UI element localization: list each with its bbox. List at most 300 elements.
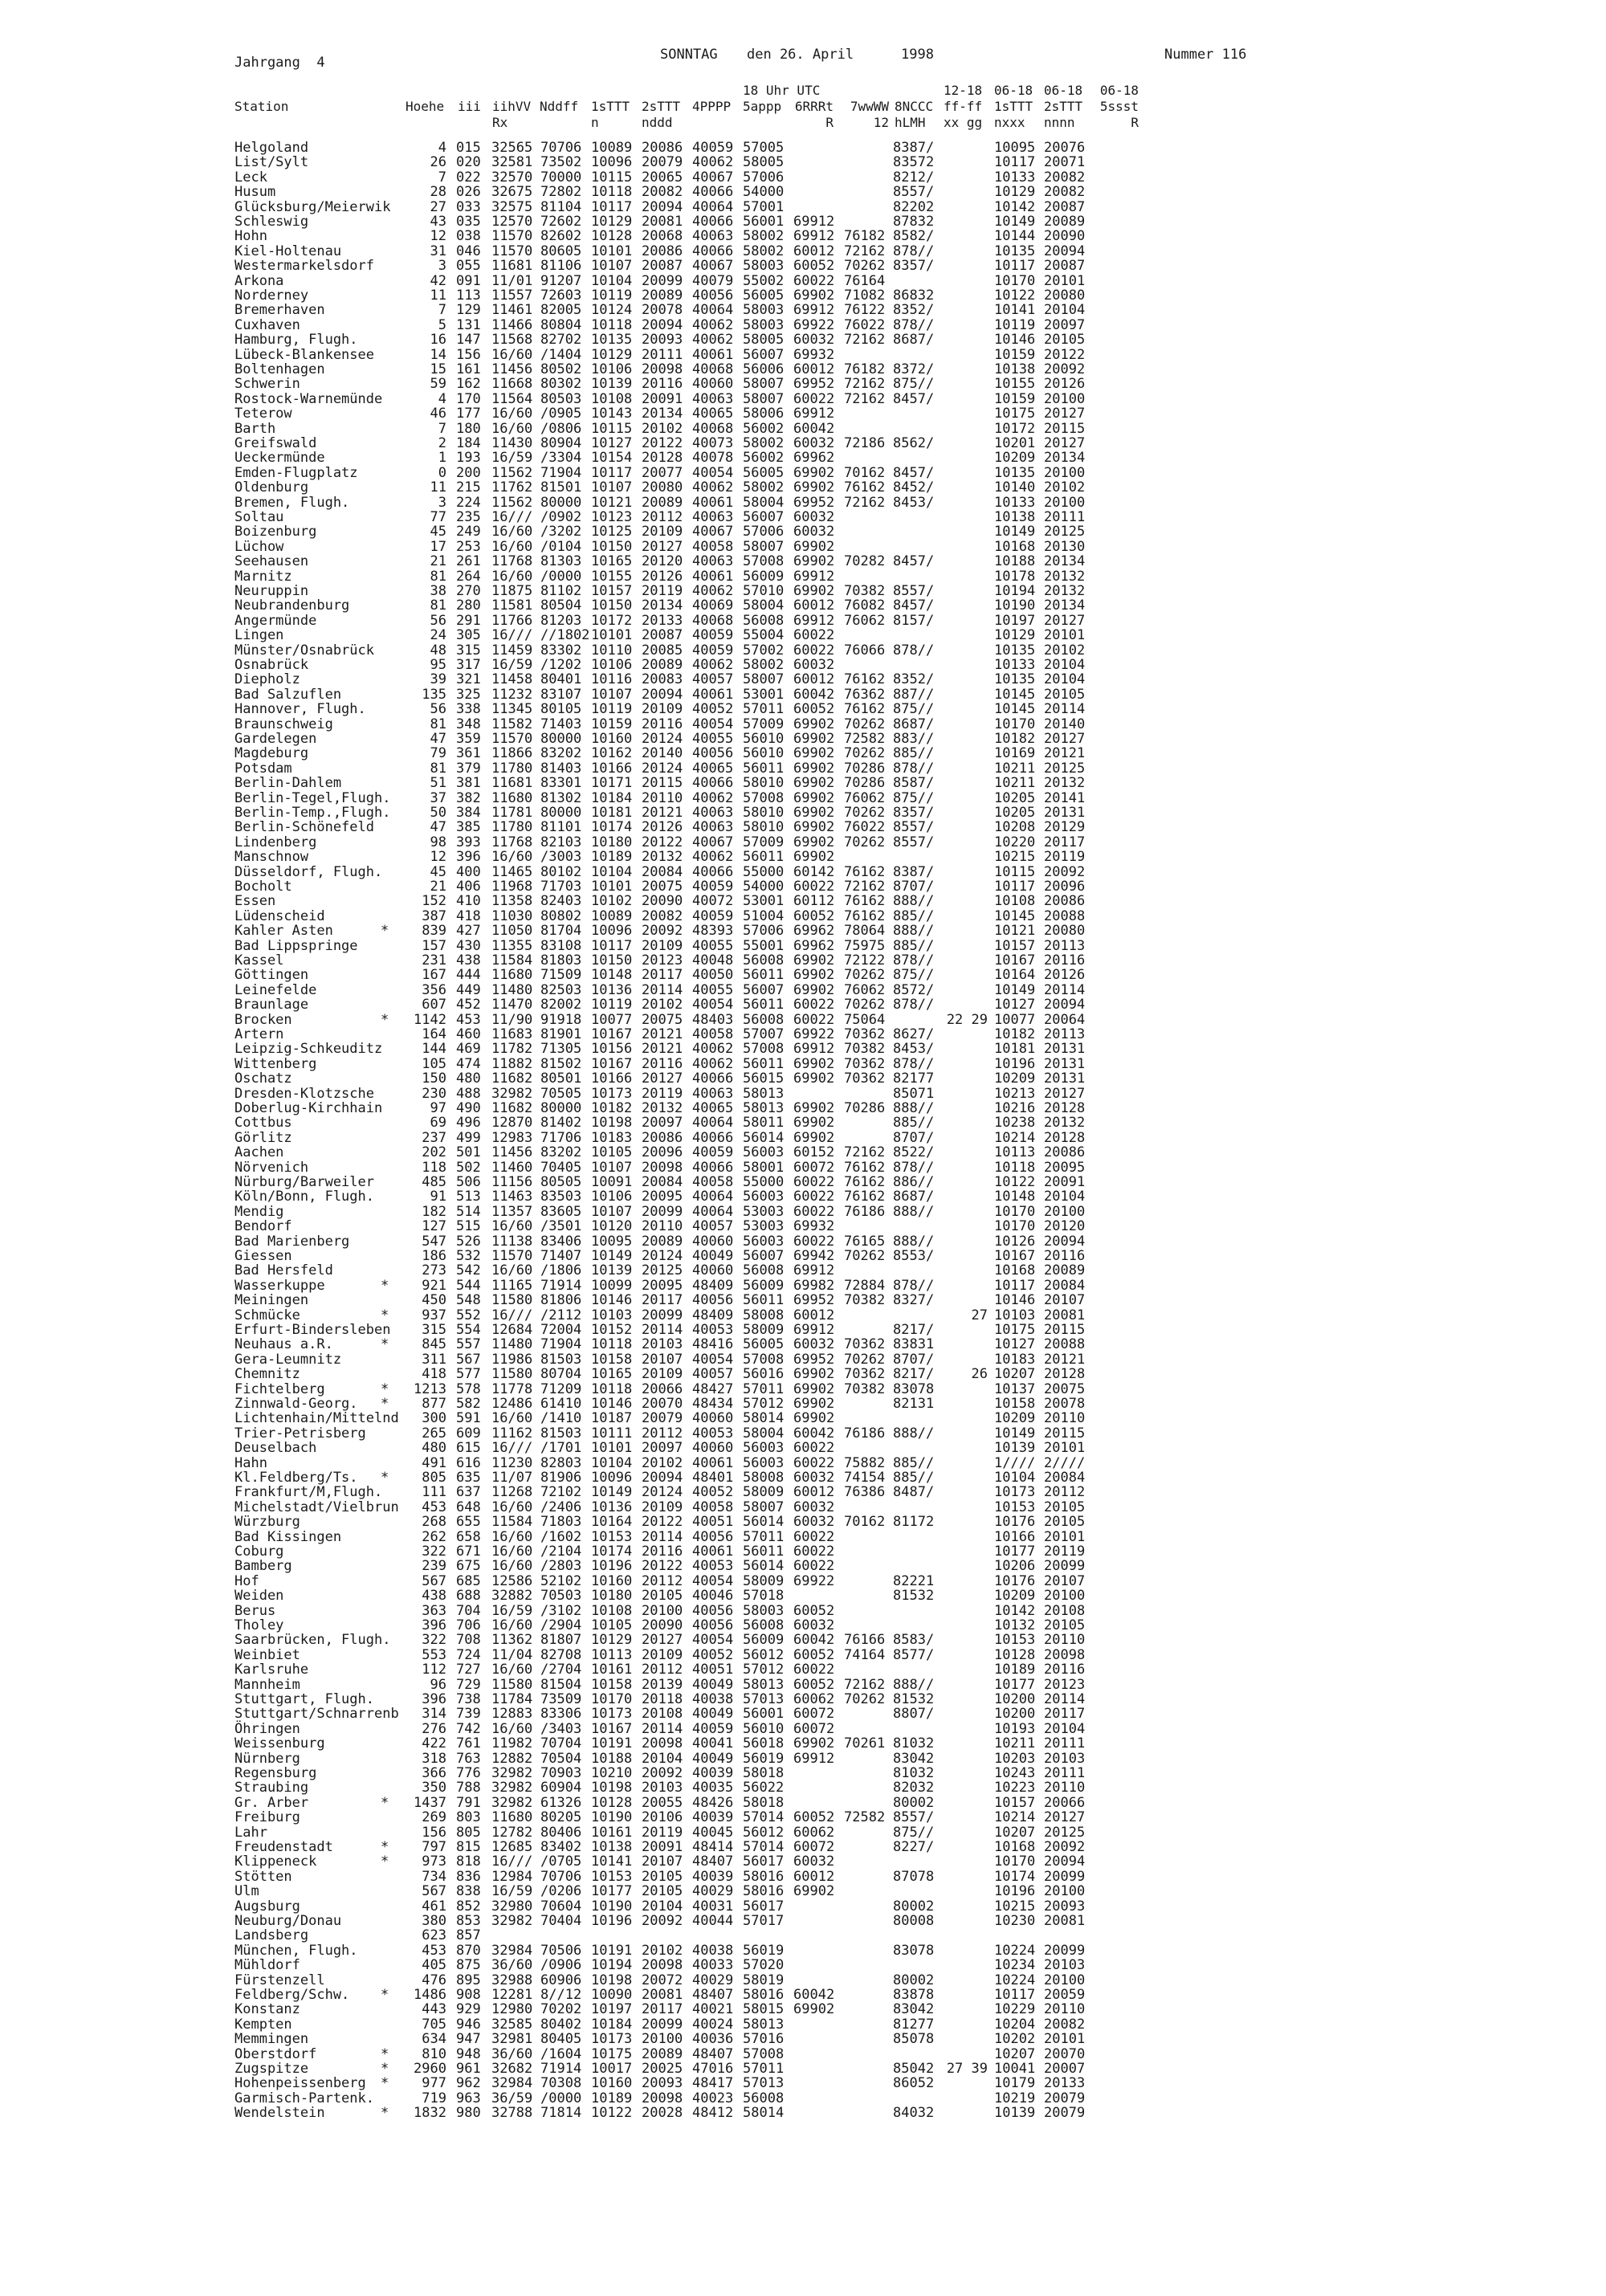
station-height: 607	[422, 997, 446, 1013]
group-nddff: 80504	[540, 597, 582, 614]
group-iihvv: 11362	[491, 1632, 533, 1649]
table-row	[0, 1101, 1606, 1115]
group-nddff: 70405	[540, 1159, 582, 1176]
station-id: 578	[456, 1380, 481, 1397]
table-row	[0, 1854, 1606, 1869]
group-tmax: 10201	[994, 435, 1036, 451]
group-iihvv: 11683	[491, 1026, 533, 1042]
group-nddff: 80000	[540, 731, 582, 747]
table-row	[0, 1618, 1606, 1633]
group-7wwww: 70362	[844, 1055, 886, 1072]
group-1sttt: 10198	[591, 1115, 633, 1132]
group-tmax: 10202	[994, 2031, 1036, 2048]
station-id: 348	[456, 716, 481, 732]
group-7wwww: 76186	[844, 1425, 886, 1442]
table-row	[0, 244, 1606, 259]
table-row	[0, 968, 1606, 982]
station-id: 015	[456, 140, 481, 156]
group-nddff: /0906	[540, 1957, 582, 1974]
table-row	[0, 406, 1606, 421]
group-2sttt: 20123	[642, 952, 683, 969]
station-name: Oldenburg	[234, 479, 309, 496]
group-1sttt: 10153	[591, 1528, 633, 1545]
group-2sttt: 20089	[642, 288, 683, 304]
group-tmax: 10103	[994, 1307, 1036, 1323]
station-id: 875	[456, 1957, 481, 1974]
station-name: Karlsruhe	[234, 1662, 309, 1678]
table-row	[0, 909, 1606, 924]
group-iihvv: 12684	[491, 1322, 533, 1338]
group-ffgg: 22 29	[946, 1011, 988, 1028]
group-tmin: 20088	[1044, 907, 1086, 924]
group-iihvv: 11466	[491, 316, 533, 333]
station-height: 476	[422, 1972, 446, 1988]
group-4pppp: 40045	[692, 1824, 734, 1841]
table-row	[0, 1973, 1606, 1988]
group-1sttt: 10172	[591, 612, 633, 629]
group-1sttt: 10182	[591, 1100, 633, 1116]
table-row	[0, 1293, 1606, 1307]
group-4pppp: 40058	[692, 1174, 734, 1190]
group-nddff: 80704	[540, 1366, 582, 1383]
group-nddff: 70604	[540, 1898, 582, 1915]
group-2sttt: 20084	[642, 1174, 683, 1190]
group-4pppp: 40072	[692, 893, 734, 910]
group-2sttt: 20102	[642, 420, 683, 437]
group-tmin: 20134	[1044, 450, 1086, 467]
station-id: 317	[456, 657, 481, 673]
group-5appp: 56017	[743, 1854, 785, 1870]
station-height: 396	[422, 1617, 446, 1633]
group-6rrrt: 69952	[793, 1292, 835, 1309]
group-6rrrt: 69902	[793, 952, 835, 969]
group-tmin: 20126	[1044, 967, 1086, 984]
group-1sttt: 10139	[591, 1262, 633, 1279]
station-name: Wittenberg	[234, 1055, 317, 1072]
group-4pppp: 48414	[692, 1839, 734, 1855]
group-nddff: 70308	[540, 2075, 582, 2092]
group-tmin: 20095	[1044, 1159, 1086, 1176]
group-4pppp: 40059	[692, 879, 734, 895]
group-iihvv: 36/60	[491, 2045, 533, 2062]
issue-number: Nummer 116	[1164, 47, 1247, 63]
station-height: 156	[422, 1824, 446, 1841]
group-1sttt: 10159	[591, 716, 633, 732]
station-id: 026	[456, 184, 481, 201]
station-id: 727	[456, 1662, 481, 1678]
group-4pppp: 40060	[692, 376, 734, 393]
group-nddff: 80505	[540, 1174, 582, 1190]
group-tmax: 10168	[994, 538, 1036, 555]
group-6rrrt: 69982	[793, 1277, 835, 1294]
station-id: 038	[456, 228, 481, 245]
group-tmax: 10203	[994, 1750, 1036, 1767]
group-nddff: 83402	[540, 1839, 582, 1855]
group-8nccc: 8157/	[893, 612, 935, 629]
station-height: 480	[422, 1440, 446, 1457]
group-iihvv: 11/90	[491, 1011, 533, 1028]
group-iihvv: 16/60	[491, 1617, 533, 1633]
group-1sttt: 10180	[591, 834, 633, 850]
group-tmax: 10149	[994, 524, 1036, 540]
group-1sttt: 10129	[591, 214, 633, 230]
group-tmax: 10135	[994, 243, 1036, 259]
group-1sttt: 10104	[591, 1454, 633, 1471]
group-tmax: 10159	[994, 346, 1036, 363]
group-iihvv: 32984	[491, 1942, 533, 1959]
group-1sttt: 10190	[591, 1898, 633, 1915]
group-2sttt: 20140	[642, 745, 683, 762]
group-4pppp: 40046	[692, 1588, 734, 1605]
group-iihvv: 11570	[491, 228, 533, 245]
group-8nccc: 85078	[893, 2031, 935, 2048]
group-1sttt: 10107	[591, 479, 633, 496]
station-name: Göttingen	[234, 967, 309, 984]
group-tmin: 20121	[1044, 745, 1086, 762]
group-8nccc: 8562/	[893, 435, 935, 451]
group-tmin: 20100	[1044, 390, 1086, 407]
group-4pppp: 40056	[692, 1528, 734, 1545]
group-5appp: 58010	[743, 775, 785, 792]
group-4pppp: 40054	[692, 1632, 734, 1649]
group-6rrrt: 60032	[793, 657, 835, 673]
col-tmax: 06-18 1sTTT nxxx	[994, 83, 1033, 130]
group-tmin: 20101	[1044, 1440, 1086, 1457]
group-tmax: 10170	[994, 1203, 1036, 1220]
group-4pppp: 40063	[692, 228, 734, 245]
station-name: Oschatz	[234, 1071, 292, 1087]
group-5appp: 56003	[743, 1233, 785, 1250]
group-1sttt: 10166	[591, 1071, 633, 1087]
group-tmax: 10209	[994, 1071, 1036, 1087]
group-tmin: 20117	[1044, 1706, 1086, 1723]
group-tmin: 20125	[1044, 760, 1086, 777]
group-1sttt: 10198	[591, 1972, 633, 1988]
group-2sttt: 20124	[642, 1248, 683, 1264]
table-row	[0, 835, 1606, 850]
group-2sttt: 20083	[642, 671, 683, 688]
group-tmax: 10170	[994, 272, 1036, 289]
group-2sttt: 20103	[642, 1336, 683, 1353]
table-row	[0, 141, 1606, 155]
group-tmax: 10170	[994, 716, 1036, 732]
station-id: 515	[456, 1218, 481, 1235]
group-tmin: 20097	[1044, 316, 1086, 333]
station-height: 300	[422, 1410, 446, 1427]
station-name: Schmücke	[234, 1307, 300, 1323]
station-height: 182	[422, 1203, 446, 1220]
group-2sttt: 20094	[642, 316, 683, 333]
group-2sttt: 20120	[642, 553, 683, 570]
group-nddff: 83503	[540, 1189, 582, 1205]
group-5appp: 58004	[743, 597, 785, 614]
group-6rrrt: 60042	[793, 686, 835, 703]
station-height: 42	[430, 272, 446, 289]
group-tmin: 20128	[1044, 1366, 1086, 1383]
group-tmax: 10115	[994, 863, 1036, 880]
group-tmax: 10216	[994, 1100, 1036, 1116]
group-tmax: 10179	[994, 2075, 1036, 2092]
col-8nccc: 8NCCC hLMH	[895, 99, 934, 130]
group-1sttt: 10119	[591, 701, 633, 718]
table-row	[0, 2106, 1606, 2120]
station-name: Berlin-Tegel,Flugh.	[234, 789, 391, 806]
group-tmax: 10205	[994, 805, 1036, 821]
group-5appp: 56016	[743, 1366, 785, 1383]
station-id: 963	[456, 2090, 481, 2106]
group-6rrrt: 69902	[793, 716, 835, 732]
group-7wwww: 76386	[844, 1484, 886, 1501]
group-tmin: 20110	[1044, 1780, 1086, 1796]
col-6rrrt: 6RRRt R	[794, 99, 834, 130]
station-name: Weissenburg	[234, 1735, 325, 1752]
group-iihvv: 32882	[491, 1588, 533, 1605]
station-height: 1437	[414, 1794, 446, 1811]
group-1sttt: 10102	[591, 893, 633, 910]
group-4pppp: 40058	[692, 1499, 734, 1515]
station-name: Stuttgart, Flugh.	[234, 1691, 374, 1707]
group-5appp: 53001	[743, 893, 785, 910]
group-2sttt: 20077	[642, 464, 683, 481]
group-6rrrt: 69902	[793, 1735, 835, 1752]
group-iihvv: 11681	[491, 775, 533, 792]
table-row	[0, 1662, 1606, 1677]
group-4pppp: 40060	[692, 1440, 734, 1457]
group-5appp: 56003	[743, 1144, 785, 1161]
group-nddff: /1602	[540, 1528, 582, 1545]
group-tmax: 10183	[994, 1351, 1036, 1368]
group-iihvv: 32565	[491, 140, 533, 156]
group-5appp: 58013	[743, 1085, 785, 1102]
station-height: 50	[430, 805, 446, 821]
group-4pppp: 48407	[692, 1854, 734, 1870]
group-2sttt: 20092	[642, 1765, 683, 1781]
station-height: 96	[430, 1676, 446, 1693]
group-tmax: 10211	[994, 775, 1036, 792]
station-id: 567	[456, 1351, 481, 1368]
table-row	[0, 983, 1606, 997]
group-nddff: 81106	[540, 258, 582, 275]
group-nddff: 82002	[540, 997, 582, 1013]
group-iihvv: 11456	[491, 361, 533, 377]
group-2sttt: 20081	[642, 214, 683, 230]
group-2sttt: 20112	[642, 1572, 683, 1589]
group-2sttt: 20103	[642, 1780, 683, 1796]
group-5appp: 56008	[743, 1011, 785, 1028]
station-id: 055	[456, 258, 481, 275]
group-iihvv: 11682	[491, 1100, 533, 1116]
group-2sttt: 20109	[642, 524, 683, 540]
group-5appp: 58018	[743, 1765, 785, 1781]
table-row	[0, 1382, 1606, 1397]
station-height: 839	[422, 923, 446, 940]
group-tmin: 20087	[1044, 258, 1086, 275]
group-5appp: 57009	[743, 834, 785, 850]
station-height: 51	[430, 775, 446, 792]
group-nddff: 80501	[540, 1071, 582, 1087]
station-height: 7	[438, 302, 446, 319]
group-5appp: 56002	[743, 420, 785, 437]
group-6rrrt: 60052	[793, 907, 835, 924]
station-name: Bad Marienberg	[234, 1233, 350, 1250]
group-tmin: 20127	[1044, 731, 1086, 747]
station-name: Saarbrücken, Flugh.	[234, 1632, 391, 1649]
station-id: 609	[456, 1425, 481, 1442]
group-tmin: 20113	[1044, 937, 1086, 954]
group-tmax: 10168	[994, 1262, 1036, 1279]
group-5appp: 51004	[743, 907, 785, 924]
group-8nccc: 8457/	[893, 464, 935, 481]
group-5appp: 56011	[743, 1055, 785, 1072]
station-name: Seehausen	[234, 553, 309, 570]
group-2sttt: 20133	[642, 612, 683, 629]
group-iihvv: 11780	[491, 760, 533, 777]
station-height: 311	[422, 1351, 446, 1368]
group-tmax: 10238	[994, 1115, 1036, 1132]
group-7wwww: 70262	[844, 1248, 886, 1264]
station-height: 97	[430, 1100, 446, 1116]
group-tmin: 20127	[1044, 435, 1086, 451]
group-4pppp: 40063	[692, 819, 734, 836]
group-nddff: 71904	[540, 1336, 582, 1353]
group-1sttt: 10096	[591, 1470, 633, 1486]
group-tmax: 10204	[994, 2016, 1036, 2033]
group-nddff: 80401	[540, 671, 582, 688]
group-1sttt: 10107	[591, 1159, 633, 1176]
col-1sttt: 1sTTT n	[591, 99, 630, 130]
station-height: 4	[438, 140, 446, 156]
station-height: 59	[430, 376, 446, 393]
group-nddff: 80406	[540, 1824, 582, 1841]
group-tmax: 10188	[994, 553, 1036, 570]
table-row	[0, 702, 1606, 716]
group-2sttt: 20082	[642, 184, 683, 201]
station-height: 39	[430, 671, 446, 688]
group-2sttt: 20092	[642, 923, 683, 940]
table-row	[0, 1588, 1606, 1603]
group-1sttt: 10101	[591, 243, 633, 259]
group-nddff: 70503	[540, 1588, 582, 1605]
group-4pppp: 40062	[692, 583, 734, 599]
group-tmin: 20092	[1044, 1839, 1086, 1855]
station-name: Kl.Feldberg/Ts.	[234, 1470, 358, 1486]
station-id: 359	[456, 731, 481, 747]
station-id: 361	[456, 745, 481, 762]
group-nddff: /2803	[540, 1558, 582, 1575]
station-height: 7	[438, 169, 446, 186]
group-iihvv: 16/60	[491, 1528, 533, 1545]
station-height: 152	[422, 893, 446, 910]
station-id: 513	[456, 1189, 481, 1205]
table-row	[0, 628, 1606, 642]
group-nddff: 80205	[540, 1809, 582, 1826]
group-tmin: 20071	[1044, 154, 1086, 171]
group-8nccc: 8387/	[893, 140, 935, 156]
group-5appp: 56014	[743, 1514, 785, 1531]
station-height: 453	[422, 1499, 446, 1515]
station-name: Lübeck-Blankensee	[234, 346, 374, 363]
group-nddff: /3304	[540, 450, 582, 467]
group-tmin: 20092	[1044, 361, 1086, 377]
station-name: Dresden-Klotzsche	[234, 1085, 374, 1102]
group-nddff: 52102	[540, 1572, 582, 1589]
station-name: Ulm	[234, 1883, 259, 1900]
group-4pppp: 47016	[692, 2061, 734, 2077]
group-5appp: 57013	[743, 2075, 785, 2092]
group-1sttt: 10122	[591, 2105, 633, 2122]
group-iihvv: 11562	[491, 494, 533, 511]
group-6rrrt: 60022	[793, 627, 835, 644]
station-name: Zugspitze	[234, 2061, 309, 2077]
group-nddff: 80605	[540, 243, 582, 259]
group-2sttt: 20112	[642, 509, 683, 525]
station-height: 3	[438, 494, 446, 511]
table-row	[0, 303, 1606, 317]
group-6rrrt: 69952	[793, 494, 835, 511]
table-row	[0, 687, 1606, 702]
group-tmin: 20115	[1044, 1425, 1086, 1442]
group-6rrrt: 60062	[793, 1824, 835, 1841]
group-2sttt: 20105	[642, 1868, 683, 1885]
group-iihvv: 12281	[491, 1987, 533, 2003]
station-id: 091	[456, 272, 481, 289]
group-8nccc: 8687/	[893, 332, 935, 349]
group-iihvv: 11562	[491, 464, 533, 481]
group-6rrrt: 69902	[793, 1115, 835, 1132]
station-id: 704	[456, 1602, 481, 1619]
group-tmin: 20114	[1044, 701, 1086, 718]
group-1sttt: 10210	[591, 1765, 633, 1781]
group-iihvv: 11358	[491, 893, 533, 910]
group-6rrrt: 60072	[793, 1159, 835, 1176]
group-6rrrt: 60032	[793, 524, 835, 540]
col-5ssst: 06-18 5ssst R	[1099, 83, 1139, 130]
group-tmax: 10117	[994, 154, 1036, 171]
station-height: 322	[422, 1544, 446, 1560]
col-iihvv: iihVV Rx	[492, 99, 532, 130]
group-nddff: 80405	[540, 2031, 582, 2048]
group-8nccc: 8687/	[893, 1189, 935, 1205]
group-6rrrt: 69902	[793, 464, 835, 481]
group-tmax: 10127	[994, 997, 1036, 1013]
group-5appp: 58004	[743, 1425, 785, 1442]
col-ff: 12-18 ff-ff xx gg	[944, 83, 983, 130]
group-tmax: 10153	[994, 1499, 1036, 1515]
group-tmax: 10181	[994, 1041, 1036, 1058]
group-tmax: 10196	[994, 1883, 1036, 1900]
group-8nccc: 8387/	[893, 863, 935, 880]
station-name: Münster/Osnabrück	[234, 642, 374, 659]
group-iihvv: 11232	[491, 686, 533, 703]
station-name: Lichtenhain/Mittelnd	[234, 1410, 399, 1427]
table-row	[0, 288, 1606, 303]
station-id: 469	[456, 1041, 481, 1058]
station-height: 91	[430, 1189, 446, 1205]
station-id: 035	[456, 214, 481, 230]
station-name: Klippeneck	[234, 1854, 317, 1870]
group-iihvv: 11682	[491, 1071, 533, 1087]
station-height: 81	[430, 760, 446, 777]
station-id: 635	[456, 1470, 481, 1486]
group-tmin: 20132	[1044, 775, 1086, 792]
station-name: Hohenpeissenberg	[234, 2075, 366, 2092]
group-tmin: 20100	[1044, 1883, 1086, 1900]
group-iihvv: 11/01	[491, 272, 533, 289]
group-6rrrt: 60052	[793, 258, 835, 275]
group-nddff: /2406	[540, 1499, 582, 1515]
group-6rrrt: 60042	[793, 1425, 835, 1442]
group-6rrrt: 69902	[793, 1100, 835, 1116]
